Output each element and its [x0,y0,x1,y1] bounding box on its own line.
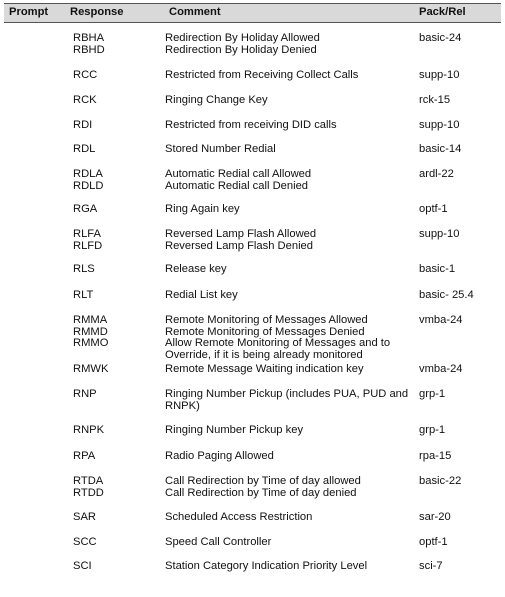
comment-text: Remote Monitoring of Messages Allowed [165,314,368,326]
response-code: RDI [73,119,93,131]
comment-cell [165,70,417,82]
comment-text: Speed Call Controller [165,536,272,548]
response-code: RGA [73,203,98,215]
pack-cell: rck-15 [419,94,451,106]
pack-cell: basic-14 [419,143,462,155]
comment-cell [165,33,417,56]
header-response: Response [70,6,124,18]
response-cell [73,451,165,463]
response-code: RBHD [73,43,105,56]
comment-text: Allow Remote Monitoring of Messages and to Override, if it is being already monitored [165,337,391,361]
header-prompt: Prompt [9,6,49,18]
comment-text: Remote Message Waiting indication key [165,363,364,375]
pack-cell: vmba-24 [419,363,463,375]
response-cell [73,70,165,82]
comment-cell [165,389,417,412]
comment-text: Reversed Lamp Flash Allowed [165,228,317,240]
comment-text: Redirection By Holiday Allowed [165,32,320,44]
pack-cell: sci-7 [419,560,443,572]
response-code: RTDD [73,486,104,499]
response-cell [73,120,165,132]
comment-text: Ringing Change Key [165,94,268,106]
response-code: RCK [73,94,97,106]
pack-cell: supp-10 [419,119,460,131]
response-cell [73,476,165,499]
response-code: SCI [73,560,92,572]
pack-cell: supp-10 [419,69,460,81]
comment-cell [165,425,417,437]
pack-cell: ardl-22 [419,168,454,180]
pack-cell: basic-24 [419,32,462,44]
comment-text: Scheduled Access Restriction [165,511,313,523]
response-code: RTDA [73,475,104,487]
header-comment: Comment [169,6,221,18]
comment-cell [165,476,417,499]
pack-cell: basic-22 [419,475,462,487]
comment-text: Station Category Indication Priority Level [165,560,368,572]
response-cell [73,264,165,276]
comment-cell [165,120,417,132]
response-code: RLFD [73,239,103,252]
pack-cell: vmba-24 [419,314,463,326]
response-code: RMWK [73,363,109,375]
comment-text: Reversed Lamp Flash Denied [165,239,313,252]
response-code: RCC [73,69,98,81]
response-cell [73,204,165,216]
response-cell [73,315,165,350]
pack-cell: grp-1 [419,388,446,400]
comment-text: Ringing Number Pickup (includes PUA, PUD and RNPK) [165,388,409,412]
response-cell [73,425,165,437]
comment-text: Radio Paging Allowed [165,450,274,462]
comment-cell [165,512,417,524]
response-code: SAR [73,511,97,523]
response-code: RPA [73,450,96,462]
comment-cell [165,204,417,216]
response-code: RBHA [73,32,105,44]
pack-cell: rpa-15 [419,450,452,462]
comment-text: Call Redirection by Time of day allowed [165,475,361,487]
pack-cell: sar-20 [419,511,451,523]
comment-text: Restricted from receiving DID calls [165,119,337,131]
table-header [4,3,501,23]
comment-text: Release key [165,263,227,275]
response-code: SCC [73,536,97,548]
comment-text: Restricted from Receiving Collect Calls [165,69,359,81]
header-pack-rel: Pack/Rel [419,6,466,18]
comment-text: Redial List key [165,289,238,301]
response-cell [73,95,165,107]
response-code: RLFA [73,228,101,240]
comment-text: Automatic Redial call Denied [165,179,309,192]
response-cell [73,512,165,524]
comment-text: Automatic Redial call Allowed [165,168,312,180]
comment-text: Call Redirection by Time of day denied [165,486,357,499]
response-code: RNP [73,388,97,400]
response-cell [73,537,165,549]
comment-text: Ringing Number Pickup key [165,424,304,436]
comment-text: Redirection By Holiday Denied [165,43,317,56]
feature-table [4,3,501,572]
pack-cell: basic- 25.4 [419,289,474,301]
comment-text: Remote Monitoring of Messages Denied [165,325,365,338]
response-code: RMMD [73,325,108,338]
pack-cell: basic-1 [419,263,456,275]
response-code: RDLA [73,168,103,180]
comment-cell [165,364,417,376]
comment-cell [165,264,417,276]
response-cell [73,229,165,252]
comment-cell [165,229,417,252]
response-code: RDLD [73,179,104,192]
response-cell [73,144,165,156]
comment-text: Stored Number Redial [165,143,276,155]
comment-cell [165,451,417,463]
pack-cell: optf-1 [419,203,448,215]
response-code: RLT [73,289,94,301]
response-cell [73,33,165,56]
comment-cell [165,169,417,192]
response-cell [73,290,165,302]
response-code: RLS [73,263,95,275]
response-cell [73,561,165,573]
response-code: RDL [73,143,96,155]
comment-cell [165,561,417,573]
pack-cell: grp-1 [419,424,446,436]
response-code: RNPK [73,424,105,436]
pack-cell: supp-10 [419,228,460,240]
response-cell [73,169,165,192]
comment-cell [165,315,417,361]
response-cell [73,364,165,376]
comment-text: Ring Again key [165,203,240,215]
comment-cell [165,290,417,302]
response-code: RMMA [73,314,108,326]
pack-cell: optf-1 [419,536,448,548]
response-code: RMMO [73,337,109,350]
comment-cell [165,144,417,156]
response-cell [73,389,165,401]
comment-cell [165,95,417,107]
comment-cell [165,537,417,549]
